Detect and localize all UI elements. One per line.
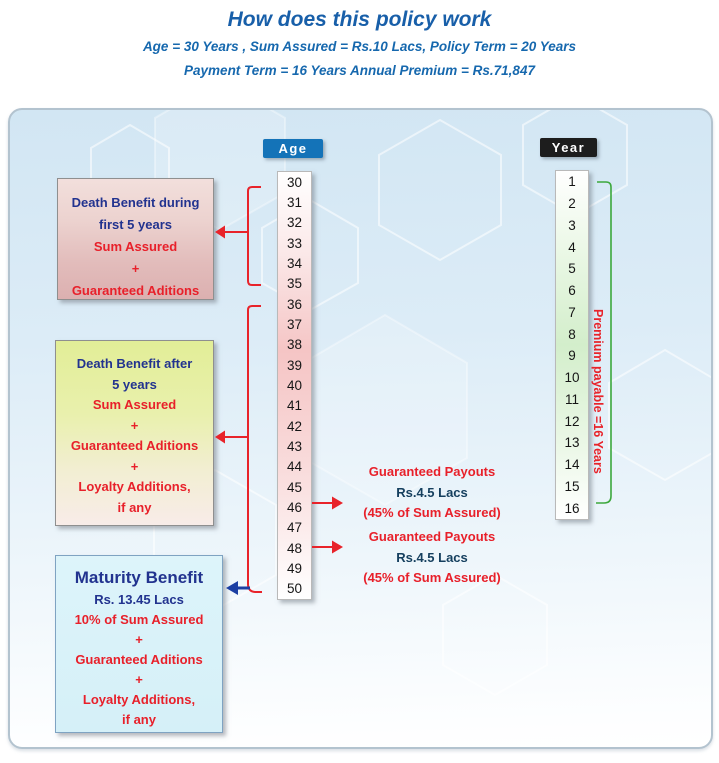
box-line: Death Benefit during — [71, 195, 200, 210]
age-cell: 41 — [286, 398, 303, 414]
age-cell: 49 — [286, 560, 303, 576]
year-cell: 14 — [564, 457, 580, 473]
plus-sign: + — [130, 458, 139, 474]
age-cell: 32 — [286, 215, 303, 231]
box-line: Loyalty Additions, — [78, 479, 191, 494]
box-line: Sum Assured — [92, 397, 177, 412]
maturity-benefit-box — [55, 555, 223, 733]
payout-amount: Rs.4.5 Lacs — [396, 484, 468, 500]
age-cell: 39 — [286, 357, 303, 373]
box-line: 10% of Sum Assured — [74, 612, 204, 627]
year-cell: 5 — [568, 261, 576, 277]
age-column — [277, 171, 312, 600]
age-column-header: Age — [263, 139, 323, 158]
year-cell: 1 — [568, 174, 576, 190]
age-cell: 43 — [286, 438, 303, 454]
box-line: if any — [117, 499, 152, 515]
age-cell: 40 — [286, 377, 303, 393]
box-title: Maturity Benefit — [74, 568, 204, 587]
age-cell: 38 — [286, 337, 303, 353]
age-cell: 36 — [286, 296, 303, 312]
plus-sign: + — [135, 672, 143, 687]
year-cell: 7 — [568, 304, 576, 320]
year-cell: 8 — [568, 326, 576, 342]
age-cell: 35 — [286, 276, 303, 292]
guaranteed-payout-block-1 — [332, 462, 532, 524]
year-cell: 2 — [568, 196, 576, 212]
age-cell: 50 — [286, 581, 303, 597]
year-cell: 4 — [568, 239, 576, 255]
page-title: How does this policy work — [227, 8, 492, 31]
plus-sign: + — [131, 261, 140, 276]
payout-note: (45% of Sum Assured) — [363, 505, 501, 520]
age-cell: 37 — [286, 316, 303, 332]
year-column-header: Year — [540, 138, 597, 157]
payout-title: Guaranteed Payouts — [368, 529, 496, 544]
year-cell: 11 — [564, 391, 579, 407]
year-cell: 10 — [564, 370, 580, 386]
premium-payable-label: Premium payable =16 Years — [591, 309, 605, 474]
death-benefit-first-5-years-box — [57, 178, 214, 300]
year-cell: 16 — [564, 500, 580, 516]
age-cell: 46 — [286, 499, 303, 515]
box-line: first 5 years — [99, 217, 172, 232]
policy-parameters-line1: Age = 30 Years , Sum Assured = Rs.10 Lacs, Policy Term = 20 Years — [142, 39, 577, 54]
age-cell: 42 — [286, 418, 303, 434]
age-cell: 45 — [286, 479, 303, 495]
box-line: Guaranteed Aditions — [75, 652, 203, 667]
year-column — [555, 170, 589, 520]
payout-note: (45% of Sum Assured) — [363, 570, 501, 585]
age-cell: 34 — [286, 255, 303, 271]
death-benefit-after-5-years-box — [55, 340, 214, 526]
box-line: Sum Assured — [93, 239, 178, 254]
guaranteed-payout-block-2 — [332, 527, 532, 589]
year-cell: 9 — [568, 348, 576, 364]
payout-amount: Rs.4.5 Lacs — [396, 549, 468, 565]
age-cell: 48 — [286, 540, 303, 556]
plus-sign: + — [135, 632, 143, 647]
box-line: Loyalty Additions, — [82, 692, 196, 707]
year-cell: 12 — [564, 413, 580, 429]
box-line: Guaranteed Aditions — [71, 283, 200, 298]
box-line: Rs. 13.45 Lacs — [94, 592, 184, 607]
age-cell: 33 — [286, 235, 303, 251]
age-cell: 47 — [286, 520, 303, 536]
year-cell: 6 — [568, 283, 576, 299]
year-cell: 3 — [568, 217, 576, 233]
policy-parameters-line2: Payment Term = 16 Years Annual Premium = Rs.71,847 — [184, 63, 535, 78]
year-cell: 13 — [564, 435, 580, 451]
age-cell: 30 — [286, 174, 303, 190]
box-line: if any — [122, 712, 156, 727]
age-cell: 31 — [286, 194, 303, 210]
year-cell: 15 — [564, 478, 580, 494]
box-line: Guaranteed Aditions — [70, 438, 199, 453]
box-line: 5 years — [112, 376, 157, 392]
plus-sign: + — [130, 417, 139, 433]
box-line: Death Benefit after — [76, 356, 193, 371]
age-cell: 44 — [286, 459, 303, 475]
payout-title: Guaranteed Payouts — [368, 464, 496, 479]
